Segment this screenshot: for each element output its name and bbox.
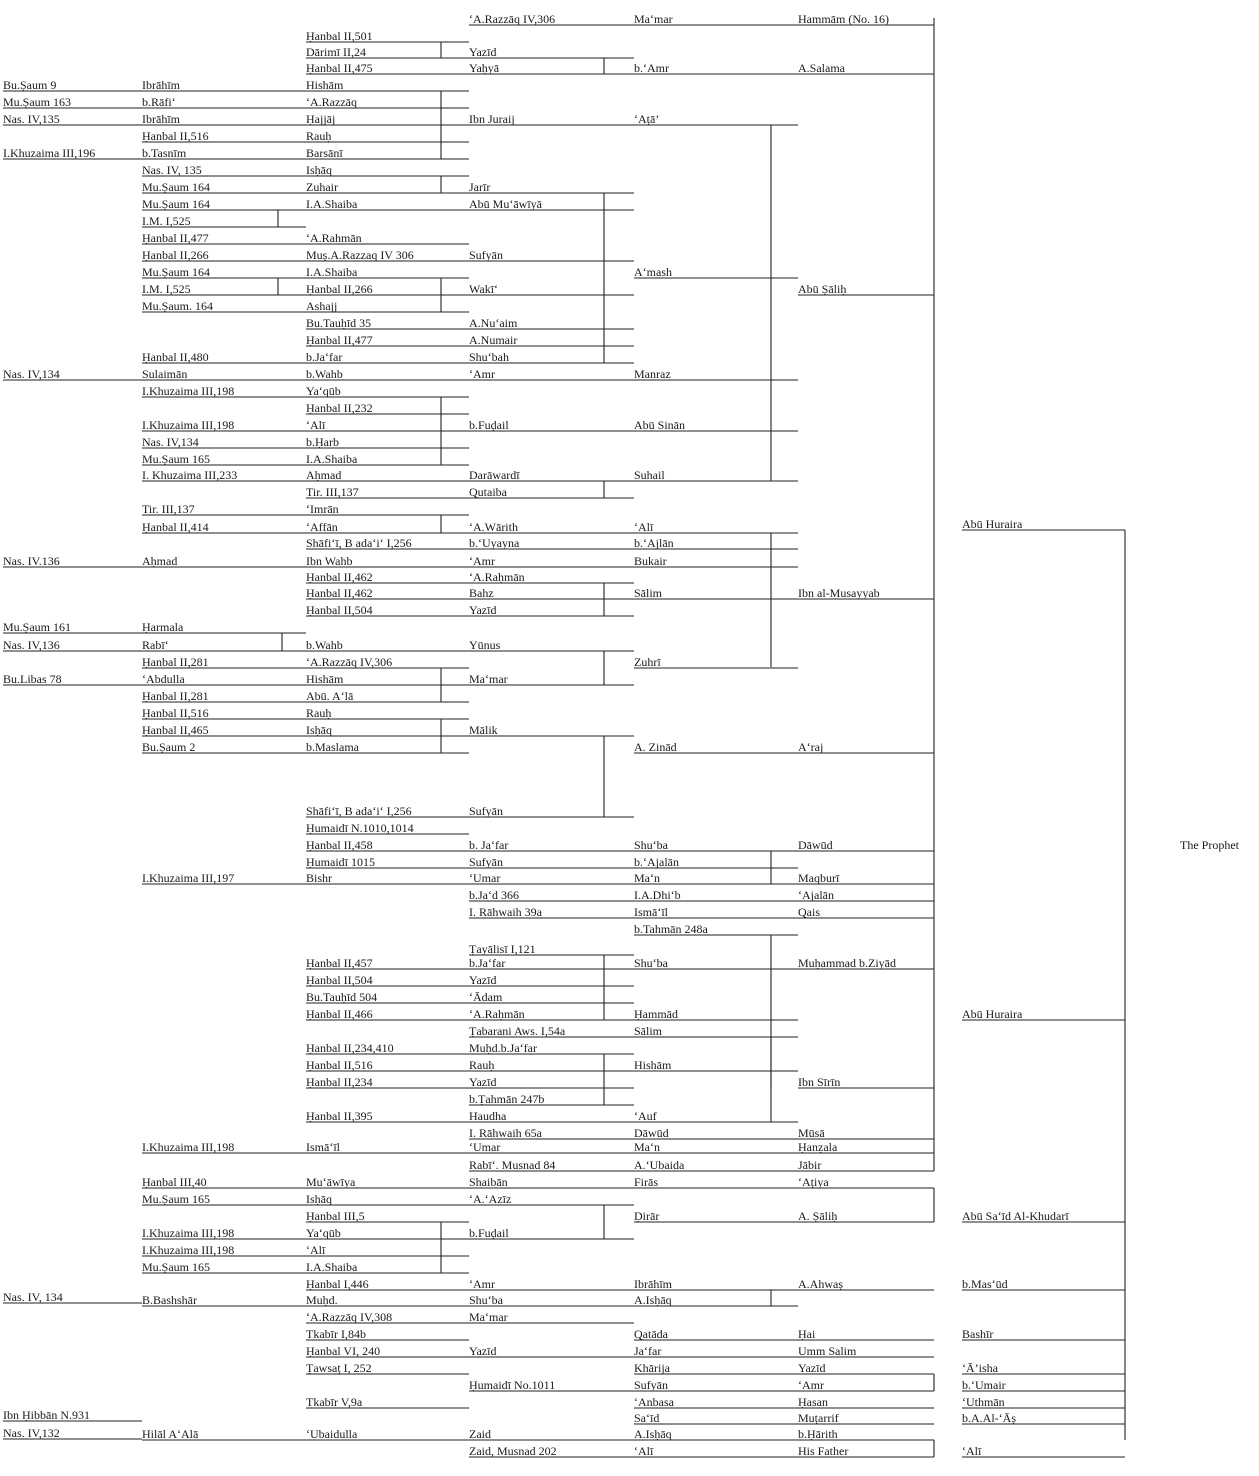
narrator-level-2-label: A. Zinād xyxy=(634,740,677,754)
narrator-level-3-label: I. Rāhwaih 39a xyxy=(469,905,542,919)
narrator-level-5-label: Hilāl A‘Alā xyxy=(142,1427,199,1441)
source-label: Mu.Ṣaum 163 xyxy=(3,95,72,109)
narrator-level-3-label: Ibn Juraij xyxy=(469,112,515,126)
narrator-level-3-label: Sufyān xyxy=(469,804,503,818)
narrator-level-4-label: Isḥāq xyxy=(306,1192,332,1206)
narrator-level-1-label: Jābir xyxy=(798,1158,822,1172)
narrator-level-3-label: Zaid xyxy=(469,1427,491,1441)
narrator-level-2-label: Shu‘ba xyxy=(634,838,668,852)
narrator-level-2-label: Ibrāhīm xyxy=(634,1277,672,1291)
narrator-level-3-label: ‘Ādam xyxy=(469,990,503,1004)
narrator-level-3-label: ‘A.‘Azīz xyxy=(469,1192,512,1206)
narrator-level-1-label: Ḥasan xyxy=(798,1395,828,1409)
narrator-level-2-label: b.‘Ajalān xyxy=(634,855,679,869)
narrator-level-3-label: Yazīd xyxy=(469,1344,497,1358)
narrator-level-3-label: Ṭabarani Aws. I,54a xyxy=(469,1024,566,1038)
narrator-level-4-label: Ḥumaidī 1015 xyxy=(306,855,375,869)
narrator-level-2-label: ‘Anbasa xyxy=(634,1395,674,1409)
narrator-level-5-label: Ḥanbal II,465 xyxy=(142,723,209,737)
narrator-level-3-label: Ma‘mar xyxy=(469,1310,508,1324)
narrator-level-3-label: Ḥumaidī No.1011 xyxy=(469,1378,556,1392)
narrator-level-2-label: ‘Alī xyxy=(634,520,654,534)
narrator-level-3-label: Yazīd xyxy=(469,1075,497,1089)
narrator-level-5-label: ‘Abdulla xyxy=(142,672,185,686)
narrator-level-5-label: Sulaimān xyxy=(142,367,188,381)
narrator-level-3-label: b.Fuḍail xyxy=(469,1226,509,1240)
narrator-level-3-label: b.Fuḍail xyxy=(469,418,509,432)
root-label: The Prophet xyxy=(1180,838,1239,852)
narrator-level-2-label: b.‘Ajlān xyxy=(634,536,674,550)
narrator-level-1-label: Dāwūd xyxy=(798,838,833,852)
narrator-level-5-label: Bu.Ṣaum 2 xyxy=(142,740,196,754)
narrator-level-4-label: Hishām xyxy=(306,78,344,92)
narrator-level-3-label: Sufyān xyxy=(469,248,503,262)
companion-label: ‘Alī xyxy=(962,1444,982,1458)
narrator-level-4-label: ‘A.Razzāq IV,306 xyxy=(306,655,393,669)
narrator-level-2-label: b.Tahmān 248a xyxy=(634,922,708,936)
narrator-level-1-label: Ḥai xyxy=(798,1327,816,1341)
narrator-level-5-label: I.Khuzaima III,198 xyxy=(142,384,235,398)
narrator-level-1-label: b.Ḥārith xyxy=(798,1427,838,1441)
narrator-level-3-label: Rabī‘. Musnad 84 xyxy=(469,1158,556,1172)
narrator-level-3-label: ‘Umar xyxy=(469,1140,501,1154)
narrator-level-4-label: ‘Ubaidulla xyxy=(306,1427,358,1441)
narrator-level-1-label: Hammām (No. 16) xyxy=(798,12,889,26)
narrator-level-4-label: Ḥanbal II,475 xyxy=(306,61,373,75)
narrator-level-4-label: ‘A.Rahmān xyxy=(306,231,362,245)
narrator-level-3-label: Jarīr xyxy=(469,180,491,194)
narrator-level-4-label: Ḥanbal II,232 xyxy=(306,401,373,415)
narrator-level-1-label: A.Ahwaṣ xyxy=(798,1277,843,1291)
companion-label: ‘Uthmān xyxy=(962,1395,1005,1409)
narrator-level-4-label: Shāfi‘ī, B ada‘i‘ I,256 xyxy=(306,536,412,550)
narrator-level-5-label: Mu.Ṣaum 164 xyxy=(142,180,211,194)
narrator-level-2-label: Dāwūd xyxy=(634,1126,669,1140)
narrator-level-5-label: Ibrāhīm xyxy=(142,112,180,126)
narrator-level-3-label: Sufyān xyxy=(469,855,503,869)
narrator-level-3-label: Abū Mu‘āwīyā xyxy=(469,197,542,211)
narrator-level-1-label: Ibn al-Musayyab xyxy=(798,586,880,600)
narrator-level-3-label: I. Rāhwaih 65a xyxy=(469,1126,542,1140)
narrator-level-4-label: Ya‘qūb xyxy=(306,384,341,398)
narrator-level-4-label: Mu‘āwīya xyxy=(306,1175,356,1189)
narrator-level-3-label: b.Ja‘d 366 xyxy=(469,888,519,902)
narrator-level-4-label: Tir. III,137 xyxy=(306,485,359,499)
narrator-level-5-label: Ḥanbal II,516 xyxy=(142,706,209,720)
narrator-level-4-label: Ibn Wahb xyxy=(306,554,353,568)
companion-label: Abū Sa‘īd Al-Khudarī xyxy=(962,1209,1069,1223)
narrator-level-4-label: Ṭawsaṭ I, 252 xyxy=(306,1361,372,1375)
narrator-level-4-label: Ḥanbal II,462 xyxy=(306,570,373,584)
narrator-level-5-label: Ḥanbal II,281 xyxy=(142,689,209,703)
source-label: Nas. IV,132 xyxy=(3,1426,60,1440)
companion-label: ‘Ā’isha xyxy=(962,1361,998,1375)
narrator-level-3-label: b.‘Uyayna xyxy=(469,536,520,550)
narrator-level-5-label: B.Bashshār xyxy=(142,1293,197,1307)
source-label: Nas. IV.136 xyxy=(3,554,60,568)
narrator-level-4-label: Tkabīr I,84b xyxy=(306,1327,366,1341)
source-label: Nas. IV,136 xyxy=(3,638,60,652)
narrator-level-2-label: Sālim xyxy=(634,1024,663,1038)
source-label: Bu.Libas 78 xyxy=(3,672,62,686)
narrator-labels xyxy=(3,12,1240,1458)
narrator-level-4-label: Ḥanbal II,457 xyxy=(306,956,373,970)
narrator-level-2-label: A.‘Ubaida xyxy=(634,1158,685,1172)
narrator-level-5-label: Ḥanbal II,516 xyxy=(142,129,209,143)
narrator-level-5-label: Rabī‘ xyxy=(142,638,169,652)
narrator-level-4-label: Aḥmad xyxy=(306,468,342,482)
narrator-level-1-label: A.Salama xyxy=(798,61,845,75)
narrator-level-4-label: ‘Affān xyxy=(306,520,338,534)
narrator-level-4-label: Barsānī xyxy=(306,146,343,160)
narrator-level-4-label: ‘A.Razzāq IV,308 xyxy=(306,1310,393,1324)
narrator-level-4-label: Ismā‘īl xyxy=(306,1140,340,1154)
narrator-level-3-label: Rauḥ xyxy=(469,1058,495,1072)
narrator-level-3-label: Darāwardī xyxy=(469,468,520,482)
narrator-level-4-label: Abū. A‘lā xyxy=(306,689,354,703)
narrator-level-5-label: Mu.Ṣaum 164 xyxy=(142,197,211,211)
narrator-level-3-label: Yazīd xyxy=(469,45,497,59)
narrator-level-4-label: I.A.Shaiba xyxy=(306,197,358,211)
narrator-level-5-label: b.Rāfi‘ xyxy=(142,95,176,109)
narrator-level-4-label: I.A.Shaiba xyxy=(306,265,358,279)
narrator-level-5-label: I.Khuzaima III,198 xyxy=(142,1140,235,1154)
narrator-level-5-label: Nas. IV, 135 xyxy=(142,163,202,177)
narrator-level-2-label: ‘Aṭā’ xyxy=(634,112,660,126)
narrator-level-4-label: ‘A.Razzāq xyxy=(306,95,357,109)
narrator-level-1-label: ‘Ajalān xyxy=(798,888,834,902)
narrator-level-1-label: A‘raj xyxy=(798,740,824,754)
narrator-level-2-label: Suhail xyxy=(634,468,665,482)
narrator-level-4-label: Ḥanbal II,501 xyxy=(306,29,373,43)
narrator-level-2-label: Bukair xyxy=(634,554,667,568)
narrator-level-3-label: Shaibān xyxy=(469,1175,508,1189)
narrator-level-1-label: ‘Aṭiya xyxy=(798,1175,829,1189)
narrator-level-3-label: A.Numair xyxy=(469,333,518,347)
narrator-level-4-label: Ya‘qūb xyxy=(306,1226,341,1240)
narrator-level-4-label: Bishr xyxy=(306,871,333,885)
narrator-level-1-label: ‘Amr xyxy=(798,1378,824,1392)
source-label: Bu.Ṣaum 9 xyxy=(3,78,57,92)
narrator-level-4-label: Bu.Tauḥīd 35 xyxy=(306,316,372,330)
narrator-level-2-label: Qatāda xyxy=(634,1327,668,1341)
narrator-level-2-label: A‘mash xyxy=(634,265,672,279)
narrator-level-4-label: Rauḥ xyxy=(306,129,332,143)
narrator-level-4-label: Ḥanbal II,477 xyxy=(306,333,373,347)
narrator-level-2-label: Ja‘far xyxy=(634,1344,662,1358)
narrator-level-2-label: Manraz xyxy=(634,367,671,381)
narrator-level-1-label: Muḥammad b.Ziyād xyxy=(798,956,896,970)
narrator-level-3-label: Ma‘mar xyxy=(469,672,508,686)
narrator-level-3-label: Yaḥyā xyxy=(469,61,500,75)
narrator-level-5-label: Mu.Ṣaum 165 xyxy=(142,1192,211,1206)
narrator-level-2-label: Ma‘n xyxy=(634,871,660,885)
narrator-level-2-label: Sufyān xyxy=(634,1378,668,1392)
companion-label: b.‘Umair xyxy=(962,1378,1006,1392)
narrator-level-4-label: Ḥanbal II,266 xyxy=(306,282,373,296)
narrator-level-3-label: ‘A.Raḥmān xyxy=(469,1007,525,1021)
narrator-level-4-label: Ḥanbal II,458 xyxy=(306,838,373,852)
narrator-level-4-label: Dārimī II,24 xyxy=(306,45,366,59)
narrator-level-3-label: ‘A.Raḥmān xyxy=(469,570,525,584)
narrator-level-4-label: Ḥanbal II,395 xyxy=(306,1109,373,1123)
narrator-level-3-label: Qutaiba xyxy=(469,485,507,499)
narrator-level-3-label: Ṭayālisī I,121 xyxy=(469,942,536,956)
narrator-level-1-label: Yazīd xyxy=(798,1361,826,1375)
narrator-level-2-label: Hishām xyxy=(634,1058,672,1072)
narrator-level-1-label: Abū Ṣāliḥ xyxy=(798,282,847,296)
narrator-level-3-label: Mālik xyxy=(469,723,498,737)
narrator-level-4-label: Ḥanbal II,504 xyxy=(306,973,373,987)
narrator-level-4-label: b.Wahb xyxy=(306,638,343,652)
narrator-level-4-label: Ḥanbal II,466 xyxy=(306,1007,373,1021)
narrator-level-1-label: Maqburī xyxy=(798,871,840,885)
narrator-level-2-label: Sālim xyxy=(634,586,663,600)
narrator-level-5-label: I.Khuzaima III,198 xyxy=(142,1243,235,1257)
companion-label: Bashīr xyxy=(962,1327,994,1341)
narrator-level-4-label: b.Maslama xyxy=(306,740,359,754)
narrator-level-2-label: ‘Auf xyxy=(634,1109,657,1123)
narrator-level-4-label: Shāfi‘ī, B ada‘i‘ I,256 xyxy=(306,804,412,818)
narrator-level-2-label: A.Isḥāq xyxy=(634,1293,672,1307)
narrator-level-5-label: Mu.Ṣaum 165 xyxy=(142,452,211,466)
narrator-level-4-label: ‘Alī xyxy=(306,418,326,432)
companion-label: b.Mas‘ūd xyxy=(962,1277,1008,1291)
narrator-level-2-label: ‘Alī xyxy=(634,1444,654,1458)
narrator-level-3-label: b. Ja‘far xyxy=(469,838,509,852)
source-label: Nas. IV,135 xyxy=(3,112,60,126)
narrator-level-5-label: Ibrāhīm xyxy=(142,78,180,92)
narrator-level-3-label: Shu‘bah xyxy=(469,350,509,364)
narrator-level-4-label: Ashajj xyxy=(306,299,338,313)
narrator-level-5-label: Tir. III,137 xyxy=(142,502,195,516)
narrator-level-3-label: Yazīd xyxy=(469,973,497,987)
narrator-level-3-label: b.Ja‘far xyxy=(469,956,506,970)
narrator-level-4-label: Isḥāq xyxy=(306,163,332,177)
narrator-level-4-label: Ḥajjāj xyxy=(306,112,336,126)
source-label: Nas. IV,134 xyxy=(3,367,60,381)
narrator-level-4-label: Ḥanbal II,234 xyxy=(306,1075,373,1089)
narrator-level-1-label: Muṭarrif xyxy=(798,1411,839,1425)
narrator-level-5-label: Ḥanbal III,40 xyxy=(142,1175,207,1189)
narrator-level-5-label: Mu.Ṣaum 164 xyxy=(142,265,211,279)
narrator-level-4-label: Hishām xyxy=(306,672,344,686)
narrator-level-5-label: Mu.Ṣaum 165 xyxy=(142,1260,211,1274)
narrator-level-4-label: Bu.Tauḥīd 504 xyxy=(306,990,378,1004)
companion-label: Abū Huraira xyxy=(962,517,1023,531)
narrator-level-5-label: I. Khuzaima III,233 xyxy=(142,468,238,482)
narrator-level-4-label: Ḥanbal III,5 xyxy=(306,1209,365,1223)
narrator-level-3-label: ‘Umar xyxy=(469,871,501,885)
narrator-level-4-label: ‘Imrān xyxy=(306,502,339,516)
narrator-level-4-label: b.Wahb xyxy=(306,367,343,381)
source-label: Ibn Ḥibbān N.931 xyxy=(3,1408,90,1422)
narrator-level-3-label: Yazīd xyxy=(469,603,497,617)
narrator-level-1-label: Qais xyxy=(798,905,820,919)
narrator-level-3-label: Muḥd.b.Ja‘far xyxy=(469,1041,537,1055)
narrator-level-3-label: ‘A.Wārith xyxy=(469,520,518,534)
narrator-level-3-label: ‘Amr xyxy=(469,1277,495,1291)
narrator-level-5-label: I.Khuzaima III,197 xyxy=(142,871,235,885)
narrator-level-1-label: His Father xyxy=(798,1444,849,1458)
companion-label: b.A.Al-‘Āṣ xyxy=(962,1411,1016,1425)
narrator-level-2-label: Ma‘n xyxy=(634,1140,660,1154)
narrator-level-5-label: Mu.Ṣaum. 164 xyxy=(142,299,214,313)
narrator-level-1-label: Mūsā xyxy=(798,1126,825,1140)
narrator-level-5-label: I.Khuzaima III,198 xyxy=(142,418,235,432)
narrator-level-4-label: Isḥāq xyxy=(306,723,332,737)
narrator-level-5-label: Ḥanbal II,281 xyxy=(142,655,209,669)
narrator-level-1-label: A. Ṣāliḥ xyxy=(798,1209,838,1223)
narrator-level-2-label: Sa‘īd xyxy=(634,1411,660,1425)
narrator-level-2-label: Zuhrī xyxy=(634,655,661,669)
narrator-level-4-label: Ḥanbal I,446 xyxy=(306,1277,369,1291)
narrator-level-4-label: b.Ḥarb xyxy=(306,435,339,449)
narrator-level-4-label: Zuhair xyxy=(306,180,338,194)
narrator-level-2-label: A.Isḥāq xyxy=(634,1427,672,1441)
narrator-level-2-label: I.A.Dhi‘b xyxy=(634,888,681,902)
narrator-level-4-label: Muḥd. xyxy=(306,1293,338,1307)
source-label: Mu.Ṣaum 161 xyxy=(3,620,72,634)
narrator-level-3-label: Bahz xyxy=(469,586,494,600)
narrator-level-4-label: Ḥanbal II,234,410 xyxy=(306,1041,394,1055)
narrator-level-1-label: Umm Salim xyxy=(798,1344,857,1358)
narrator-level-2-label: Khārija xyxy=(634,1361,670,1375)
narrator-level-3-label: Yūnus xyxy=(469,638,501,652)
narrator-level-2-label: b.‘Amr xyxy=(634,61,669,75)
narrator-level-4-label: Muṣ.A.Razzaq IV 306 xyxy=(306,248,414,262)
narrator-level-4-label: Rauḥ xyxy=(306,706,332,720)
narrator-level-5-label: Ḥanbal II,266 xyxy=(142,248,209,262)
narrator-level-2-label: Ḥammād xyxy=(634,1007,678,1021)
narrator-level-2-label: Shu‘ba xyxy=(634,956,668,970)
companion-label: Abū Huraira xyxy=(962,1007,1023,1021)
narrator-level-3-label: b.Ṭahmān 247b xyxy=(469,1092,545,1106)
narrator-level-3-label: Zaid, Musnad 202 xyxy=(469,1444,557,1458)
narrator-level-4-label: ‘Alī xyxy=(306,1243,326,1257)
narrator-level-3-label: ‘Amr xyxy=(469,367,495,381)
narrator-level-4-label: Ḥanbal II,516 xyxy=(306,1058,373,1072)
narrator-level-4-label: I.A.Shaiba xyxy=(306,452,358,466)
narrator-level-2-label: Ismā‘īl xyxy=(634,905,668,919)
narrator-level-4-label: Ḥanbal VI, 240 xyxy=(306,1344,381,1358)
narrator-level-3-label: A.Nu‘aim xyxy=(469,316,518,330)
narrator-level-3-label: Haudha xyxy=(469,1109,507,1123)
narrator-level-4-label: Ḥanbal II,504 xyxy=(306,603,373,617)
narrator-level-2-label: Firās xyxy=(634,1175,658,1189)
narrator-level-2-label: Ma‘mar xyxy=(634,12,673,26)
narrator-level-5-label: Nas. IV,134 xyxy=(142,435,199,449)
narrator-level-5-label: b.Tasnīm xyxy=(142,146,187,160)
narrator-level-4-label: Ḥanbal II,462 xyxy=(306,586,373,600)
narrator-level-5-label: I.M. I,525 xyxy=(142,282,191,296)
narrator-level-4-label: Tkabīr V,9a xyxy=(306,1395,363,1409)
narrator-level-3-label: Shu‘ba xyxy=(469,1293,503,1307)
narrator-level-3-label: Wakī‘ xyxy=(469,282,499,296)
narrator-level-1-label: Ibn Sīrīn xyxy=(798,1075,841,1089)
narrator-level-4-label: I.A.Shaiba xyxy=(306,1260,358,1274)
narrator-level-2-label: Ḍirār xyxy=(634,1209,660,1223)
narrator-level-5-label: Ḥanbal II,414 xyxy=(142,520,209,534)
narrator-level-5-label: Ḥarmala xyxy=(142,620,184,634)
narrator-level-5-label: I.M. I,525 xyxy=(142,214,191,228)
source-label: Nas. IV, 134 xyxy=(3,1290,63,1304)
narrator-level-5-label: Ḥanbal II,477 xyxy=(142,231,209,245)
narrator-level-5-label: I.Khuzaima III,198 xyxy=(142,1226,235,1240)
narrator-level-3-label: ‘Amr xyxy=(469,554,495,568)
narrator-level-4-label: b.Ja‘far xyxy=(306,350,343,364)
narrator-level-1-label: Ḥanẓala xyxy=(798,1140,838,1154)
narrator-level-4-label: Ḥumaidī N.1010,1014 xyxy=(306,821,414,835)
narrator-level-3-label: ‘A.Razzāq IV,306 xyxy=(469,12,556,26)
narrator-level-2-label: Abū Sinān xyxy=(634,418,685,432)
narrator-level-5-label: Ḥanbal II,480 xyxy=(142,350,209,364)
narrator-level-5-label: Aḥmad xyxy=(142,554,178,568)
source-label: I.Khuzaima III,196 xyxy=(3,146,96,160)
